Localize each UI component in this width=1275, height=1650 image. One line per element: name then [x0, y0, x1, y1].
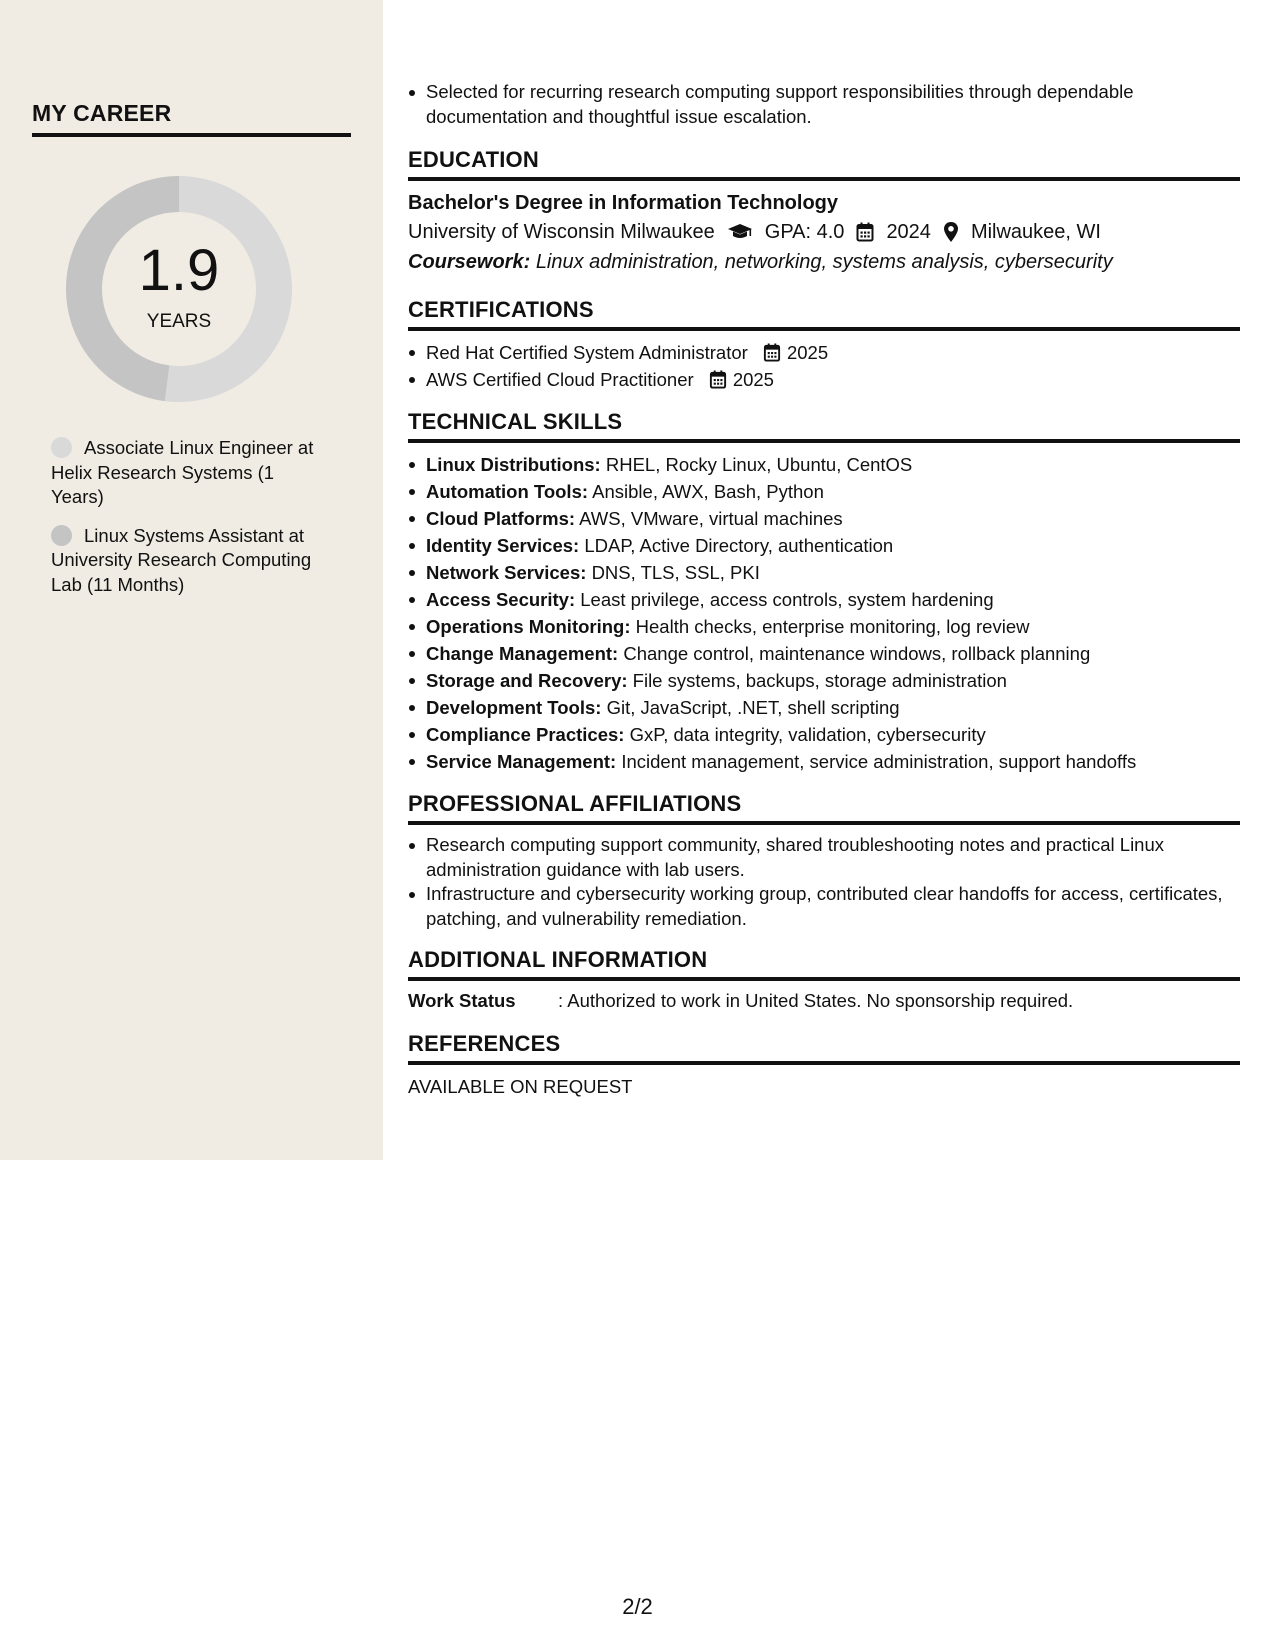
skill-value: Health checks, enterprise monitoring, log review	[635, 616, 1030, 637]
certification-item	[408, 366, 1240, 393]
career-dot-icon	[51, 525, 72, 546]
work-status-label: Work Status	[408, 990, 516, 1011]
certification-name: AWS Certified Cloud Practitioner	[426, 369, 694, 390]
skill-value: File systems, backups, storage administration	[632, 670, 1007, 691]
coursework-label: Coursework:	[408, 251, 531, 273]
gpa-value: GPA: 4.0	[764, 221, 845, 243]
certification-year: 2025	[732, 369, 774, 390]
education-heading: EDUCATION	[408, 147, 1240, 181]
career-item	[51, 436, 331, 510]
skill-item	[408, 748, 1240, 775]
skill-value: Ansible, AWX, Bash, Python	[592, 481, 824, 502]
career-donut	[66, 176, 292, 402]
calendar-icon	[763, 343, 781, 362]
sidebar	[0, 0, 383, 1160]
certification-item	[408, 339, 1240, 366]
work-status	[408, 989, 1240, 1013]
degree-title: Bachelor's Degree in Information Technology	[408, 192, 839, 214]
career-list	[51, 436, 331, 611]
references-section	[408, 1031, 1240, 1099]
skill-value: Change control, maintenance windows, rollback planning	[623, 643, 1091, 664]
skill-value: Incident management, service administration, support handoffs	[621, 751, 1137, 772]
skill-item	[408, 478, 1240, 505]
location-pin-icon	[943, 221, 959, 243]
references-heading: REFERENCES	[408, 1031, 1240, 1065]
affiliation-item: Infrastructure and cybersecurity working group, contributed clear handoffs for access, certificates, patching, and vulnerability remediation.	[408, 882, 1240, 931]
skill-item	[408, 640, 1240, 667]
references-text: AVAILABLE ON REQUEST	[408, 1076, 633, 1097]
skill-label: Service Management:	[426, 751, 617, 772]
certifications-heading: CERTIFICATIONS	[408, 297, 1240, 331]
career-heading: MY CAREER	[32, 100, 351, 137]
skill-item	[408, 721, 1240, 748]
skill-value: AWS, VMware, virtual machines	[579, 508, 843, 529]
career-years-unit: YEARS	[146, 311, 212, 332]
work-status-value: : Authorized to work in United States. No sponsorship required.	[558, 990, 1074, 1011]
career-item-text: Linux Systems Assistant at University Research Computing Lab (11 Months)	[51, 524, 312, 595]
certifications-list	[408, 339, 1240, 393]
skill-item	[408, 667, 1240, 694]
career-item	[51, 524, 331, 598]
skill-label: Access Security:	[426, 589, 576, 610]
skill-label: Compliance Practices:	[426, 724, 625, 745]
skill-value: GxP, data integrity, validation, cybersecurity	[629, 724, 986, 745]
skill-label: Automation Tools:	[426, 481, 589, 502]
graduation-year: 2024	[886, 221, 931, 243]
experience-bullets	[408, 80, 1240, 129]
skill-item	[408, 613, 1240, 640]
coursework-text: Linux administration, networking, systems analysis, cybersecurity	[535, 251, 1113, 273]
affiliation-item: Research computing support community, shared troubleshooting notes and practical Linux administration guidance with lab users.	[408, 833, 1240, 882]
calendar-icon	[709, 370, 727, 389]
certifications-section	[408, 297, 1240, 393]
skill-value: LDAP, Active Directory, authentication	[584, 535, 894, 556]
skill-label: Operations Monitoring:	[426, 616, 631, 637]
education-location: Milwaukee, WI	[970, 221, 1101, 243]
skill-item	[408, 694, 1240, 721]
career-item-text: Associate Linux Engineer at Helix Research Systems (1 Years)	[51, 437, 314, 507]
affiliations-section	[408, 791, 1240, 931]
calendar-icon	[856, 222, 874, 242]
skill-label: Development Tools:	[426, 697, 602, 718]
skills-section	[408, 409, 1240, 775]
skills-heading: TECHNICAL SKILLS	[408, 409, 1240, 443]
career-dot-icon	[51, 437, 72, 458]
skill-value: RHEL, Rocky Linux, Ubuntu, CentOS	[605, 454, 913, 475]
career-years-value: 1.9	[138, 238, 220, 303]
additional-section	[408, 947, 1240, 1013]
additional-heading: ADDITIONAL INFORMATION	[408, 947, 1240, 981]
skill-value: DNS, TLS, SSL, PKI	[591, 562, 760, 583]
certification-name: Red Hat Certified System Administrator	[426, 342, 748, 363]
skill-value: Least privilege, access controls, system hardening	[580, 589, 994, 610]
affiliations-list	[408, 833, 1240, 931]
skill-label: Storage and Recovery:	[426, 670, 628, 691]
skill-label: Network Services:	[426, 562, 587, 583]
skill-label: Change Management:	[426, 643, 619, 664]
experience-bullet: Selected for recurring research computing support responsibilities through dependable documentation and thoughtful issue escalation.	[408, 80, 1240, 129]
affiliations-heading: PROFESSIONAL AFFILIATIONS	[408, 791, 1240, 825]
skill-item	[408, 586, 1240, 613]
skill-item	[408, 559, 1240, 586]
certification-year: 2025	[786, 342, 829, 363]
skill-label: Cloud Platforms:	[426, 508, 576, 529]
graduation-cap-icon	[727, 222, 753, 242]
coursework	[408, 247, 1240, 277]
skill-label: Identity Services:	[426, 535, 580, 556]
skill-item	[408, 532, 1240, 559]
skill-label: Linux Distributions:	[426, 454, 601, 475]
education-details	[408, 217, 1240, 247]
skill-value: Git, JavaScript, .NET, shell scripting	[606, 697, 900, 718]
skill-item	[408, 505, 1240, 532]
education-section	[408, 147, 1240, 277]
skills-list	[408, 451, 1240, 775]
school-name: University of Wisconsin Milwaukee	[408, 221, 715, 243]
main-content	[408, 80, 1240, 1099]
skill-item	[408, 451, 1240, 478]
page-number: 2/2	[622, 1594, 653, 1619]
